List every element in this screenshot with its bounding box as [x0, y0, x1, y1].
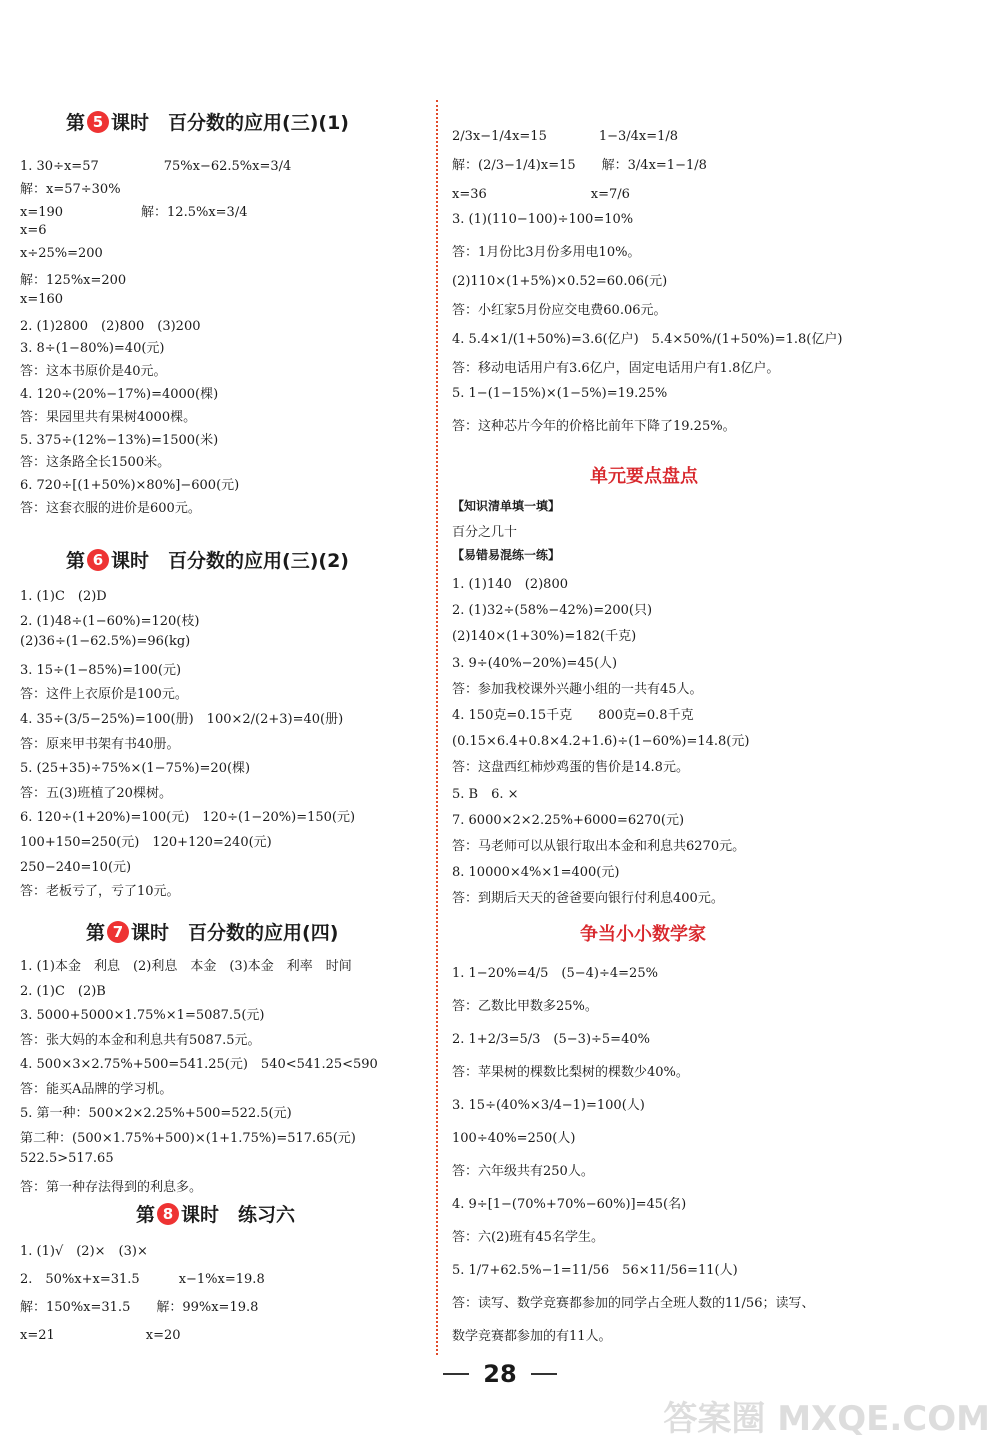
lesson-number-badge: 7 — [107, 921, 129, 943]
text-line: 3. (1)(110−100)÷100=10% — [452, 212, 634, 227]
text-line: 第二种：(500×1.75%+500)×(1+1.75%)=517.65(元) — [20, 1130, 356, 1146]
text-line: 8. 10000×4%×1=400(元) — [452, 865, 620, 881]
text-line: 解：150%x=31.5 解：99%x=19.8 — [20, 1300, 259, 1315]
text-line: 1. 30÷x=57 75%x−62.5%x=3/4 — [20, 159, 292, 174]
text-line: (2)36÷(1−62.5%)=96(kg) — [20, 634, 191, 650]
text-line: 2. (1)C (2)B — [20, 983, 106, 999]
text-line: 2/3x−1/4x=15 1−3/4x=1/8 — [452, 129, 679, 144]
text-line: 答：老板亏了，亏了10元。 — [20, 884, 180, 900]
text-line: 答：六(2)班有45名学生。 — [452, 1230, 604, 1245]
text-line: 3. 5000+5000×1.75%×1=5087.5(元) — [20, 1008, 265, 1023]
text-line: x÷25%=200 — [20, 246, 103, 262]
text-line: 3. 8÷(1−80%)=40(元) — [20, 341, 165, 357]
text-line: 答：小红家5月份应交电费60.06元。 — [452, 303, 667, 318]
text-line: 5. B 6. × — [452, 786, 519, 802]
text-line: 6. 120÷(1+20%)=100(元) 120÷(1−20%)=150(元) — [20, 810, 356, 826]
text-line: 答：乙数比甲数多25%。 — [452, 999, 598, 1014]
text-line: 答：能买A品牌的学习机。 — [20, 1081, 173, 1097]
text-line: 答：果园里共有果树4000棵。 — [20, 409, 197, 425]
text-line: 2. (1)32÷(58%−42%)=200(只) — [452, 603, 653, 619]
text-line: 2. 1+2/3=5/3 (5−3)÷5=40% — [452, 1032, 650, 1047]
text-line: 2. 50%x+x=31.5 x−1%x=19.8 — [20, 1272, 265, 1287]
text-line: 答：这种芯片今年的价格比前年下降了19.25%。 — [452, 419, 736, 434]
text-line: 4. 500×3×2.75%+500=541.25(元) 540<541.25<590 — [20, 1057, 378, 1072]
text-line: 7. 6000×2×2.25%+6000=6270(元) — [452, 812, 685, 828]
subsection-label: 【易错易混练一练】 — [452, 548, 561, 562]
text-line: 1. (1)140 (2)800 — [452, 577, 568, 592]
text-line: 4. 150克=0.15千克 800克=0.8千克 — [452, 708, 694, 723]
text-line: 5. 第一种：500×2×2.25%+500=522.5(元) — [20, 1106, 292, 1121]
watermark: 答案圈 MXQE.COM — [663, 1399, 990, 1439]
page-number: 28 — [0, 1360, 1000, 1388]
text-line: 答：第一种存法得到的利息多。 — [20, 1179, 203, 1195]
text-line: 解：x=57÷30% — [20, 181, 121, 197]
section-heading-8: 第 8 课时 练习六 — [136, 1204, 296, 1226]
text-line: 1. 1−20%=4/5 (5−4)÷4=25% — [452, 966, 658, 981]
text-line: 100÷40%=250(人) — [452, 1131, 576, 1146]
text-line: 5. (25+35)÷75%×(1−75%)=20(棵) — [20, 761, 251, 777]
text-line: (2)110×(1+5%)×0.52=60.06(元) — [452, 274, 668, 289]
text-line: 解：125%x=200 — [20, 273, 127, 288]
text-line: 3. 15÷(1−85%)=100(元) — [20, 662, 182, 678]
text-line: 答：1月份比3月份多用电10%。 — [452, 245, 641, 260]
text-line: 答：五(3)班植了20棵树。 — [20, 785, 172, 801]
text-line: (2)140×(1+30%)=182(千克) — [452, 629, 637, 645]
text-line: 100+150=250(元) 120+120=240(元) — [20, 835, 272, 850]
text-line: 答：这本书原价是40元。 — [20, 364, 167, 380]
text-line: 百分之几十 — [452, 525, 518, 540]
text-line: 答：苹果树的棵数比梨树的棵数少40%。 — [452, 1065, 689, 1080]
lesson-number-badge: 8 — [157, 1203, 179, 1225]
text-line: x=21 x=20 — [20, 1328, 181, 1343]
text-line: 4. 9÷[1−(70%+70%−60%)]=45(名) — [452, 1197, 687, 1212]
text-line: 3. 9÷(40%−20%)=45(人) — [452, 655, 618, 671]
text-line: 答：参加我校课外兴趣小组的一共有45人。 — [452, 681, 703, 697]
text-line: 答：这条路全长1500米。 — [20, 455, 171, 471]
text-line: 数学竞赛都参加的有11人。 — [452, 1329, 612, 1344]
text-line: x=36 x=7/6 — [452, 187, 630, 202]
section-heading-5: 第 5 课时 百分数的应用(三)(1) — [66, 112, 349, 134]
text-line: 5. 1−(1−15%)×(1−5%)=19.25% — [452, 386, 668, 401]
column-divider — [436, 100, 438, 1355]
text-line: 2. (1)48÷(1−60%)=120(枝) — [20, 613, 200, 629]
text-line: 答：这件上衣原价是100元。 — [20, 687, 188, 703]
text-line: 5. 375÷(12%−13%)=1500(米) — [20, 432, 219, 448]
text-line: 250−240=10(元) — [20, 859, 132, 875]
text-line: 答：六年级共有250人。 — [452, 1164, 594, 1179]
text-line: 解：(2/3−1/4)x=15 解：3/4x=1−1/8 — [452, 158, 707, 173]
text-line: 答：移动电话用户有3.6亿户，固定电话用户有1.8亿户。 — [452, 361, 780, 376]
text-line: 答：这套衣服的进价是600元。 — [20, 501, 201, 516]
text-line: 1. (1)√ (2)× (3)× — [20, 1244, 148, 1259]
text-line: 答：张大妈的本金和利息共有5087.5元。 — [20, 1032, 261, 1048]
text-line: 4. 5.4×1/(1+50%)=3.6(亿户) 5.4×50%/(1+50%)=1.8(亿户) — [452, 332, 843, 347]
math-challenge-title: 争当小小数学家 — [580, 924, 706, 945]
text-line: 答：马老师可以从银行取出本金和利息共6270元。 — [452, 839, 746, 854]
section-heading-6: 第 6 课时 百分数的应用(三)(2) — [66, 550, 349, 572]
lesson-number-badge: 5 — [87, 111, 109, 133]
section-heading-7: 第 7 课时 百分数的应用(四) — [86, 922, 339, 944]
text-line: x=6 — [20, 223, 47, 239]
text-line: 答：原来甲书架有书40册。 — [20, 736, 180, 752]
text-line: 4. 120÷(20%−17%)=4000(棵) — [20, 387, 219, 402]
text-line: 答：这盘西红柿炒鸡蛋的售价是14.8元。 — [452, 760, 689, 776]
text-line: 2. (1)2800 (2)800 (3)200 — [20, 318, 201, 334]
lesson-number-badge: 6 — [87, 549, 109, 571]
text-line: 答：读写、数学竞赛都参加的同学占全班人数的11/56；读写、 — [452, 1296, 815, 1311]
unit-review-title: 单元要点盘点 — [590, 466, 698, 487]
text-line: 1. (1)C (2)D — [20, 589, 107, 604]
text-line: 3. 15÷(40%×3/4−1)=100(人) — [452, 1098, 645, 1113]
text-line: 6. 720÷[(1+50%)×80%]−600(元) — [20, 478, 240, 494]
text-line: x=190 解：12.5%x=3/4 — [20, 204, 248, 220]
text-line: (0.15×6.4+0.8×4.2+1.6)÷(1−60%)=14.8(元) — [452, 734, 750, 750]
text-line: 5. 1/7+62.5%−1=11/56 56×11/56=11(人) — [452, 1263, 738, 1278]
text-line: 522.5>517.65 — [20, 1151, 114, 1166]
subsection-label: 【知识清单填一填】 — [452, 499, 561, 513]
text-line: 1. (1)本金 利息 (2)利息 本金 (3)本金 利率 时间 — [20, 959, 352, 974]
text-line: 答：到期后天天的爸爸要向银行付利息400元。 — [452, 891, 724, 907]
text-line: x=160 — [20, 291, 64, 307]
text-line: 4. 35÷(3/5−25%)=100(册) 100×2/(2+3)=40(册) — [20, 712, 344, 727]
